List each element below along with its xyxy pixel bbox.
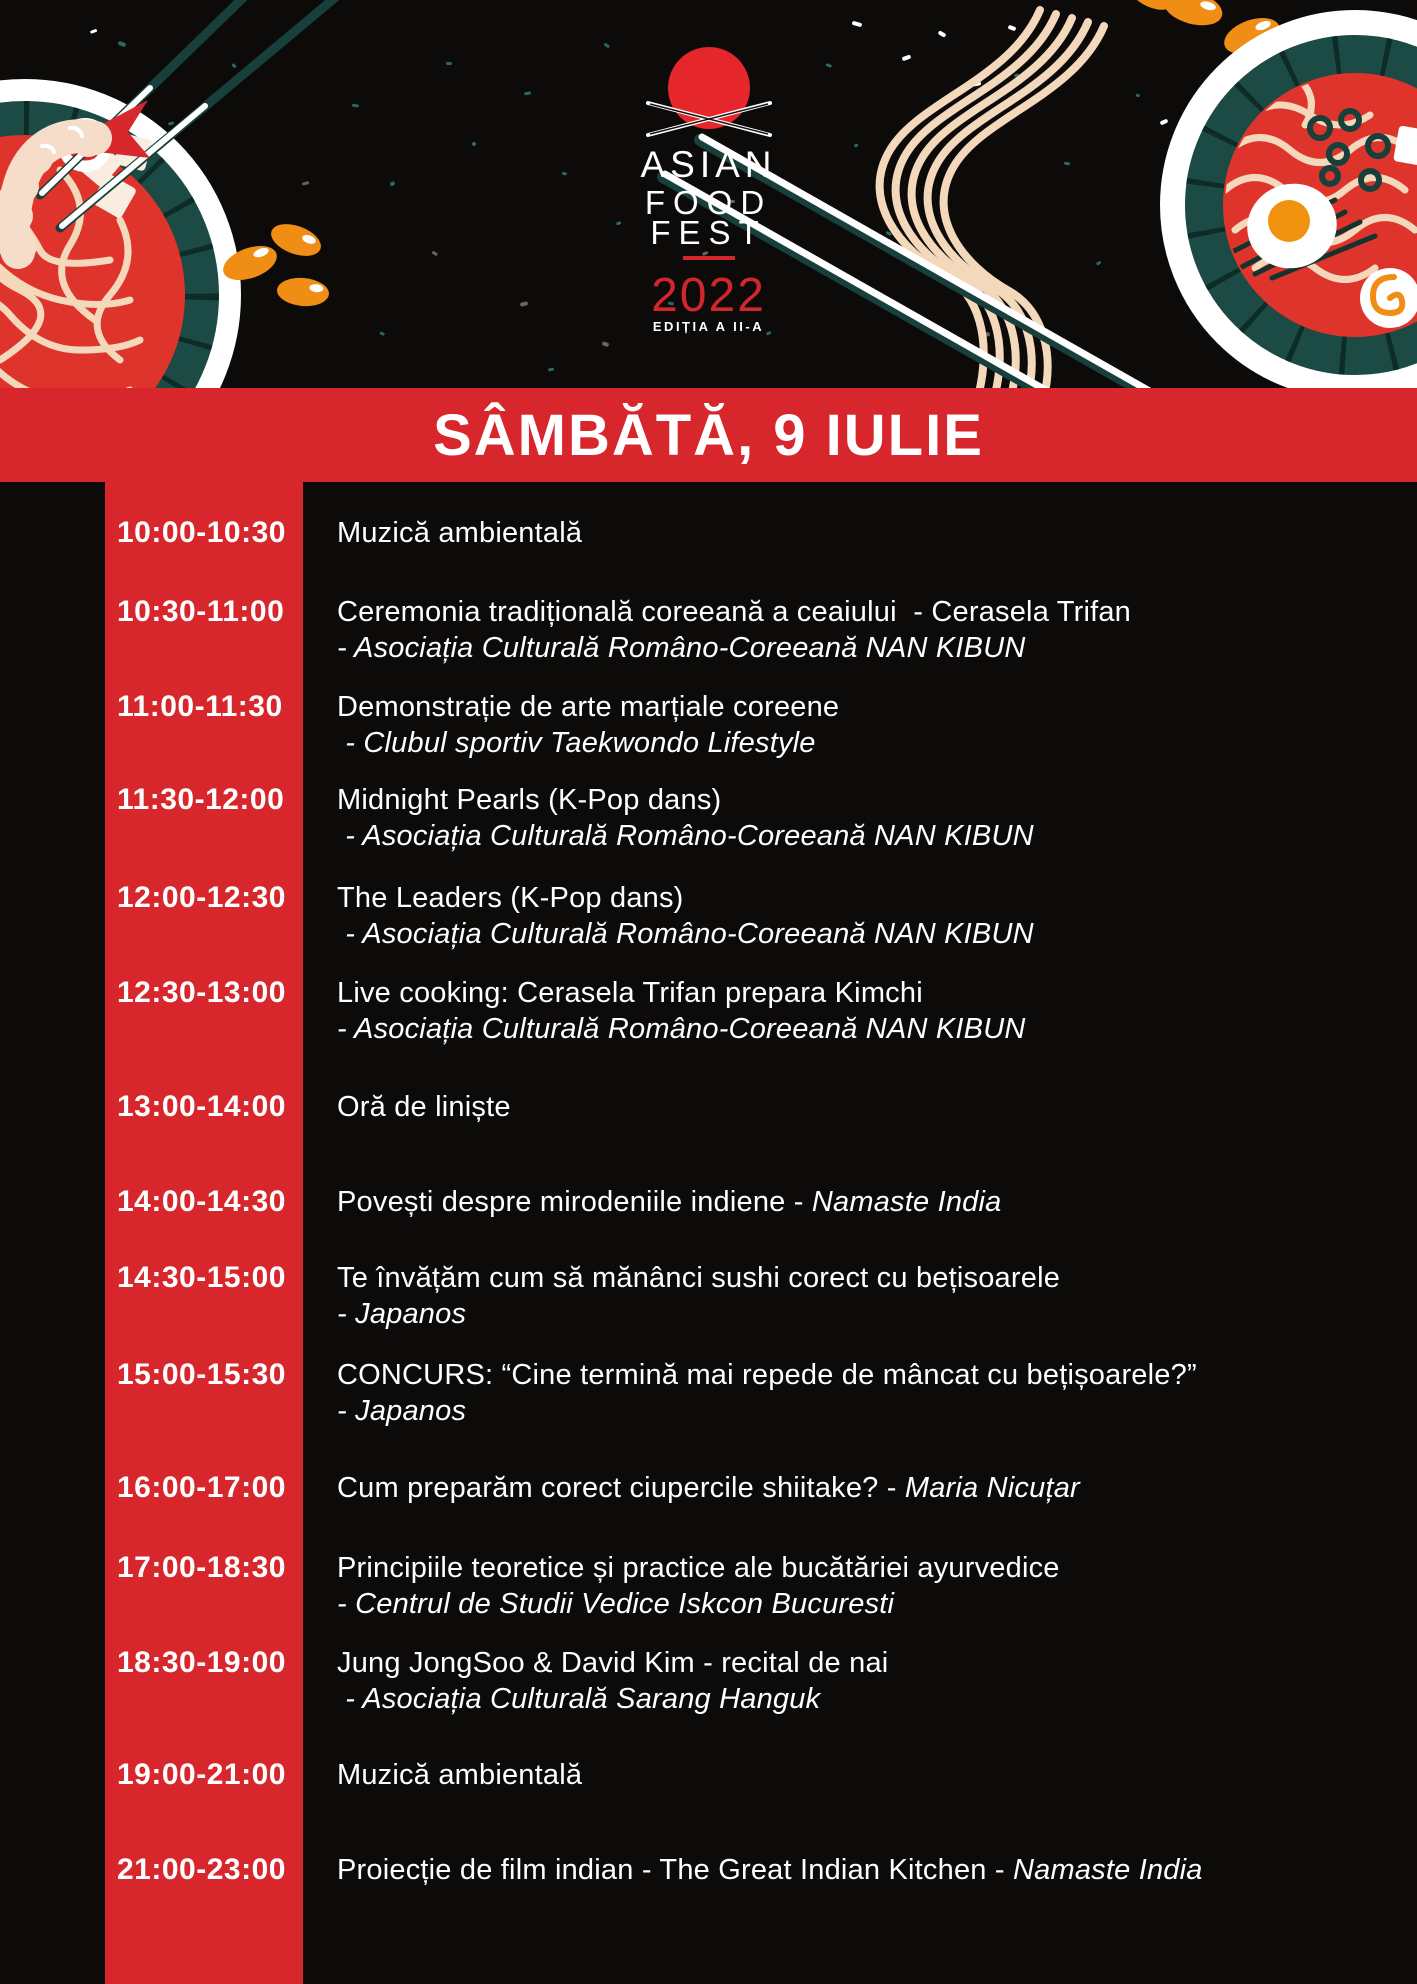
time-label: 21:00-23:00 (117, 1853, 286, 1886)
logo-line-food: FOOD (644, 184, 773, 221)
time-label: 15:00-15:30 (117, 1358, 286, 1391)
event-organizer: - Japanos (337, 1298, 467, 1330)
schedule-row (0, 1089, 1417, 1125)
event-title: Midnight Pearls (K-Pop dans) (337, 784, 722, 816)
logo-edition: EDIȚIA A II-A (652, 319, 765, 334)
logo-year: 2022 (651, 269, 766, 322)
time-label: 18:30-19:00 (117, 1646, 286, 1679)
event-title-text: Povești despre mirodeniile indiene - (337, 1186, 812, 1218)
schedule-row (0, 515, 1417, 551)
time-label: 10:00-10:30 (117, 516, 286, 549)
event-title-text: Cum preparăm corect ciupercile shiitake? - (337, 1472, 905, 1504)
schedule-row (0, 975, 1417, 1047)
schedule-row (0, 1852, 1417, 1888)
festival-logo (0, 0, 1417, 389)
time-label: 19:00-21:00 (117, 1758, 286, 1791)
event-title (337, 1852, 1397, 1888)
schedule-row (0, 594, 1417, 666)
event-organizer: - Asociația Culturală Româno-Coreeană NAN KIBUN (337, 918, 1034, 950)
time-label: 17:00-18:30 (117, 1551, 286, 1584)
event-organizer: - Asociația Culturală Sarang Hanguk (337, 1683, 821, 1715)
event-organizer: - Asociația Culturală Româno-Coreeană NAN KIBUN (337, 632, 1026, 664)
event-title: Oră de liniște (337, 1091, 511, 1123)
time-label: 13:00-14:00 (117, 1090, 286, 1123)
time-label: 10:30-11:00 (117, 595, 285, 628)
time-label: 12:30-13:00 (117, 976, 286, 1009)
schedule-row (0, 1645, 1417, 1717)
event-title: Live cooking: Cerasela Trifan prepara Kimchi (337, 977, 923, 1009)
schedule-row (0, 880, 1417, 952)
event-organizer: - Asociația Culturală Româno-Coreeană NAN KIBUN (337, 820, 1034, 852)
event-title: CONCURS: “Cine termină mai repede de mâncat cu bețișoarele?” (337, 1359, 1197, 1391)
event-title: Ceremonia tradițională coreeană a ceaiului - Cerasela Trifan (337, 596, 1132, 628)
schedule-list (0, 482, 1417, 1888)
schedule-row (0, 1184, 1417, 1220)
schedule-row (0, 1357, 1417, 1429)
day-banner-title: SÂMBĂTĂ, 9 IULIE (433, 402, 984, 468)
time-label: 14:00-14:30 (117, 1185, 286, 1218)
logo-line-asian: ASIAN (640, 144, 777, 185)
time-label: 16:00-17:00 (117, 1471, 286, 1504)
schedule-row (0, 1260, 1417, 1332)
day-banner (0, 388, 1417, 482)
schedule-row (0, 689, 1417, 761)
event-organizer: - Asociația Culturală Româno-Coreeană NAN KIBUN (337, 1013, 1026, 1045)
event-partner: Namaste India (811, 1186, 1002, 1218)
event-title-text: Proiecție de film indian - The Great Indian Kitchen - (337, 1854, 1013, 1886)
schedule-row (0, 782, 1417, 854)
event-title: Demonstrație de arte marțiale coreene (337, 691, 840, 723)
event-title: The Leaders (K-Pop dans) (337, 882, 684, 914)
event-organizer: - Centrul de Studii Vedice Iskcon Bucuresti (337, 1588, 895, 1620)
event-title: Principiile teoretice și practice ale bucătăriei ayurvedice (337, 1552, 1060, 1584)
event-partner: Namaste India (1013, 1854, 1203, 1886)
event-organizer: - Clubul sportiv Taekwondo Lifestyle (337, 727, 816, 759)
time-label: 11:30-12:00 (117, 783, 285, 816)
logo-line-fest: FEST (650, 214, 767, 251)
event-organizer: - Japanos (337, 1395, 467, 1427)
logo-divider (683, 256, 735, 260)
schedule-row (0, 1470, 1417, 1506)
event-title (337, 1470, 1397, 1506)
event-partner: Maria Nicuțar (904, 1472, 1080, 1504)
time-label: 11:00-11:30 (117, 690, 283, 723)
schedule-row (0, 1757, 1417, 1793)
event-title (337, 1184, 1397, 1220)
event-title: Muzică ambientală (337, 517, 583, 549)
time-label: 12:00-12:30 (117, 881, 286, 914)
time-label: 14:30-15:00 (117, 1261, 286, 1294)
event-title: Te învățăm cum să mănânci sushi corect cu bețisoarele (337, 1262, 1061, 1294)
schedule-row (0, 1550, 1417, 1622)
event-title: Muzică ambientală (337, 1759, 583, 1791)
event-title: Jung JongSoo & David Kim - recital de nai (337, 1647, 889, 1679)
